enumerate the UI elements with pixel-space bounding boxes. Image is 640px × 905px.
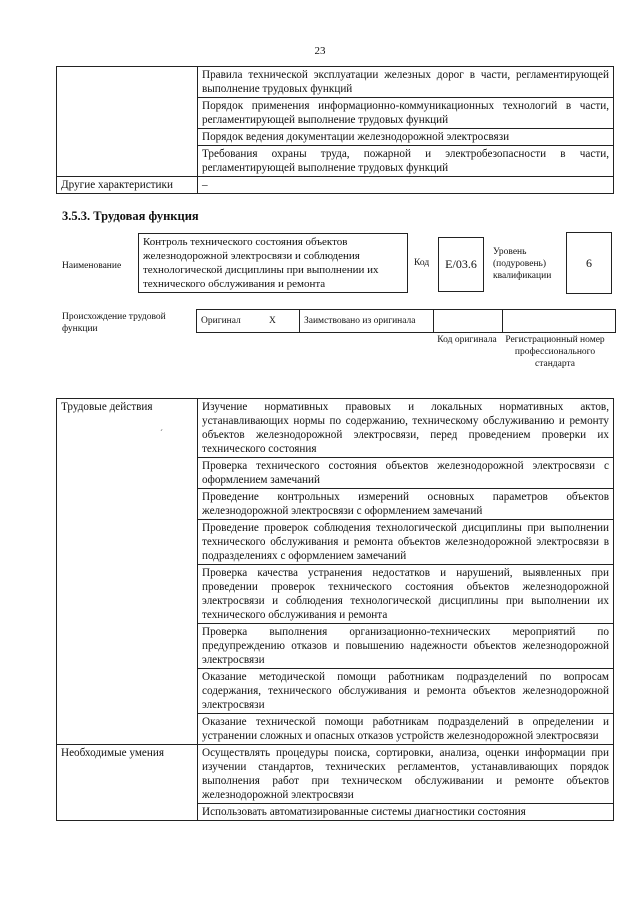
required-skills-label: Необходимые умения [57,745,198,821]
qualification-level-label-text: Уровень (подуровень) квалификации [493,247,552,281]
page-number: 23 [314,45,326,57]
skill-item: Осуществлять процедуры поиска, сортировки, анализа, оценки информации при изучении стандартов, технических регламентов, устанавливающих порядок выполнения работ при техническом обслуживании и ремонте объектов железнодорожной электросвязи [198,745,614,804]
labor-action-item: Проведение проверок соблюдения технологической дисциплины при выполнении технического обслуживания и ремонта объектов железнодорожной электросвязи в подразделениях с оформлением замечаний [198,520,614,565]
labor-action-item: Изучение нормативных правовых и локальных нормативных актов, устанавливающих нормы по содержанию, техническому обслуживанию и ремонту объектов железнодорожной электросвязи, перед проведением проверки их технического состояния [198,399,614,458]
original-label: Оригинал [197,310,266,333]
knowledge-item: Порядок применения информационно-коммуникационных технологий в части, регламентирующей выполнение трудовых функций [198,98,614,129]
original-mark: X [265,310,300,333]
knowledge-item: Требования охраны труда, пожарной и электробезопасности в части, регламентирующей выполнение трудовых функций [198,146,614,177]
labor-action-item: Проверка выполнения организационно-технических мероприятий по предупреждению отказов и повышению надежности объектов железнодорожной электросвязи [198,624,614,669]
knowledge-label-cell [57,67,198,177]
skill-item: Использовать автоматизированные системы диагностики состояния [198,804,614,821]
original-code-caption: Код оригинала [437,335,497,345]
other-characteristics-value: – [198,177,614,194]
origin-label: Происхождение трудовой функции [62,312,166,334]
labor-actions-label: Трудовые действия [57,399,198,745]
qualification-level-label [493,246,563,282]
function-name: Контроль технического состояния объектов железнодорожной электросвязи и соблюдения технологической дисциплины при выполнении их технического обслуживания и ремонта [138,233,408,293]
labor-action-item: Проверка технического состояния объектов железнодорожной электросвязи с оформлением замечаний [198,458,614,489]
registration-number-cell [503,310,616,333]
other-characteristics-label: Другие характеристики [57,177,198,194]
labor-action-item: Проведение контрольных измерений основных параметров объектов железнодорожной электросвязи с оформлением замечаний [198,489,614,520]
knowledge-table [56,66,614,194]
stray-mark: ˊ [160,428,163,438]
labor-action-item: Проверка качества устранения недостатков и нарушений, выявленных при проведении проверок технического состояния объектов железнодорожной электросвязи и соблюдения технологической дисциплины при выполнении их технического обслуживания и ремонта [198,565,614,624]
labor-action-item: Оказание технической помощи работникам подразделений в определении и устранении сложных и опасных отказов устройств железнодорожной электросвязи [198,714,614,745]
function-code: E/03.6 [438,237,484,292]
labor-function-table [56,398,614,821]
labor-action-item: Оказание методической помощи работникам подразделений по вопросам содержания, технического обслуживания и ремонта объектов железнодорожной электросвязи [198,669,614,714]
original-code-cell [434,310,503,333]
origin-table [196,309,616,333]
code-label: Код [414,258,430,268]
qualification-level: 6 [566,232,612,294]
borrowed-label: Заимствовано из оригинала [300,310,434,333]
knowledge-item: Порядок ведения документации железнодорожной электросвязи [198,129,614,146]
knowledge-item: Правила технической эксплуатации железных дорог в части, регламентирующей выполнение трудовых функций [198,67,614,98]
section-title: 3.5.3. Трудовая функция [62,209,199,223]
registration-number-caption: Регистрационный номер профессионального стандарта [505,335,605,369]
name-label: Наименование [62,261,122,271]
